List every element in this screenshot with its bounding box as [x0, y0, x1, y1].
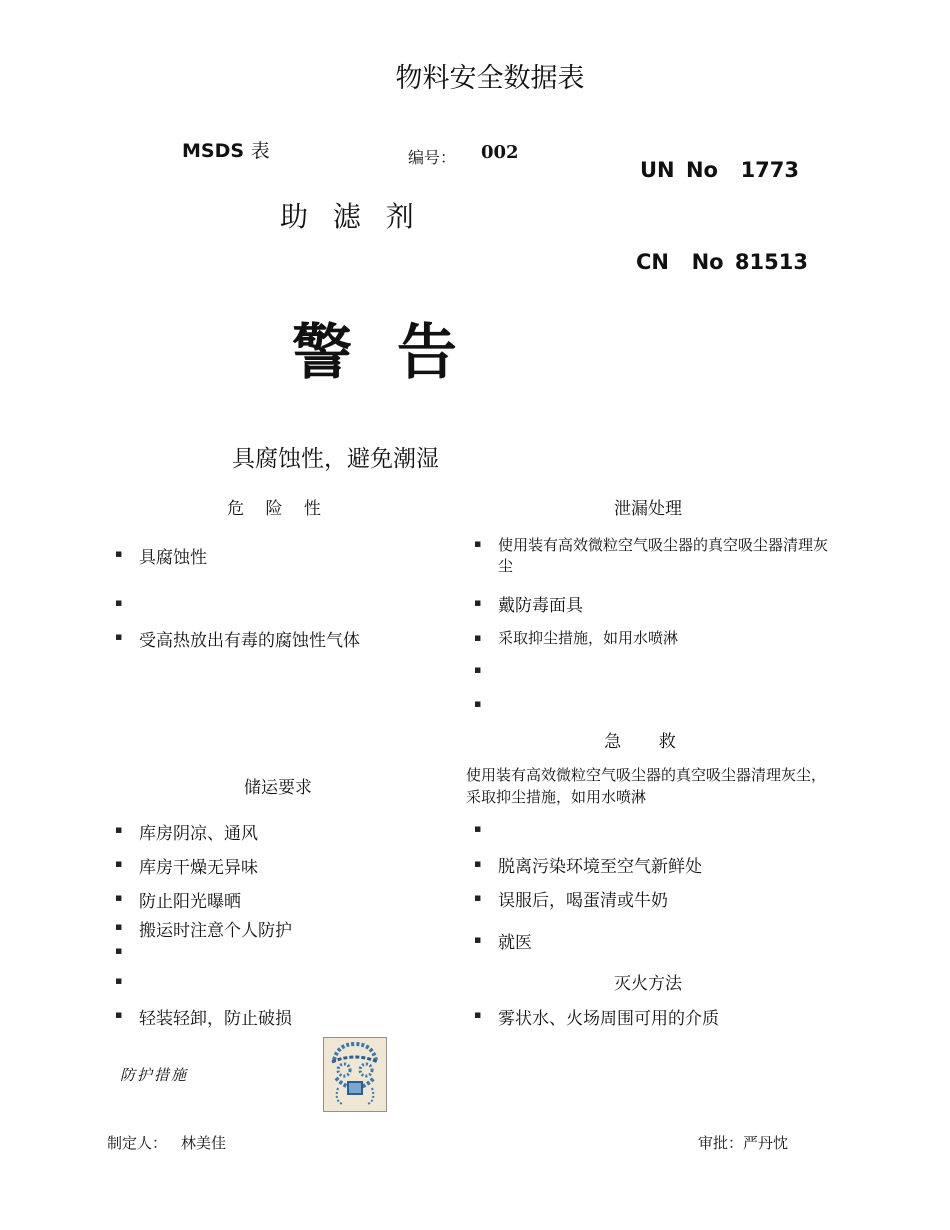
- fire-item-1: 雾状水、火场周围可用的介质: [498, 1009, 719, 1029]
- storage-item-1: 库房阴凉、通风: [139, 824, 258, 844]
- leak-bullet-3: ▪: [474, 631, 482, 644]
- respirator-mask-icon: [323, 1037, 387, 1112]
- storage-item-3: 防止阳光曝晒: [139, 892, 241, 912]
- code-value: 002: [481, 142, 519, 163]
- protection-label: 防护措施: [120, 1066, 189, 1084]
- storage-item-7: 轻装轻卸，防止破损: [139, 1009, 292, 1029]
- fire-heading: 灭火方法: [614, 974, 682, 994]
- first-aid-bullet-2: ▪: [474, 857, 482, 870]
- code-label: 编号：: [408, 148, 457, 167]
- leak-item-3: 采取抑尘措施，如用水喷淋: [498, 629, 679, 647]
- first-aid-item-3: 误服后，喝蛋清或牛奶: [498, 891, 668, 911]
- msds-label: [182, 136, 270, 163]
- first-aid-bullet-3: ▪: [474, 891, 482, 904]
- first-aid-item-2: 脱离污染环境至空气新鲜处: [498, 857, 702, 877]
- warning-signal-word: 警 告: [292, 318, 469, 388]
- first-aid-paragraph: 使用装有高效微粒空气吸尘器的真空吸尘器清理灰尘，采取抑尘措施，如用水喷淋: [466, 766, 827, 806]
- storage-bullet-5: ▪: [115, 944, 123, 957]
- first-aid-heading: 急 救: [604, 732, 692, 752]
- storage-bullet-7: ▪: [115, 1008, 123, 1021]
- storage-item-2: 库房干燥无异味: [139, 858, 258, 878]
- storage-bullet-1: ▪: [115, 823, 123, 836]
- storage-heading: 储运要求: [244, 778, 312, 798]
- un-number: UN No 1773: [640, 158, 800, 182]
- approver: 审批：严丹忱: [698, 1134, 789, 1152]
- first-aid-bullet-4: ▪: [474, 933, 482, 946]
- leak-bullet-5: ▪: [474, 697, 482, 710]
- product-name: 助 滤 剂: [280, 200, 422, 233]
- hazard-item-1: 具腐蚀性: [139, 548, 207, 568]
- warning-description: 具腐蚀性，避免潮湿: [232, 446, 439, 472]
- storage-item-4: 搬运时注意个人防护: [139, 921, 292, 941]
- leak-heading: 泄漏处理: [614, 499, 682, 519]
- hazard-heading: 危 险 性: [227, 499, 329, 519]
- storage-bullet-3: ▪: [115, 891, 123, 904]
- msds-label-text: MSDS: [182, 140, 245, 162]
- hazard-bullet-1: ▪: [115, 547, 123, 560]
- storage-bullet-6: ▪: [115, 974, 123, 987]
- hazard-bullet-2: ▪: [115, 596, 123, 609]
- fire-bullet-1: ▪: [474, 1008, 482, 1021]
- storage-bullet-4: ▪: [115, 920, 123, 933]
- hazard-item-3: 受高热放出有毒的腐蚀性气体: [139, 631, 360, 651]
- first-aid-bullet-1: ▪: [474, 822, 482, 835]
- leak-item-2: 戴防毒面具: [498, 596, 583, 616]
- hazard-bullet-3: ▪: [115, 630, 123, 643]
- leak-bullet-4: ▪: [474, 663, 482, 676]
- cn-number: CN No 81513: [636, 250, 808, 274]
- leak-item-1: 使用装有高效微粒空气吸尘器的真空吸尘器清理灰尘: [498, 536, 829, 575]
- document-title: 物料安全数据表: [395, 63, 585, 94]
- leak-bullet-2: ▪: [474, 596, 482, 609]
- maker-label: 制定人：: [107, 1134, 168, 1152]
- storage-bullet-2: ▪: [115, 857, 123, 870]
- msds-label-suffix: 表: [250, 140, 270, 162]
- maker-name: 林美佳: [181, 1134, 227, 1152]
- first-aid-item-4: 就医: [498, 933, 532, 953]
- leak-bullet-1: ▪: [474, 537, 482, 550]
